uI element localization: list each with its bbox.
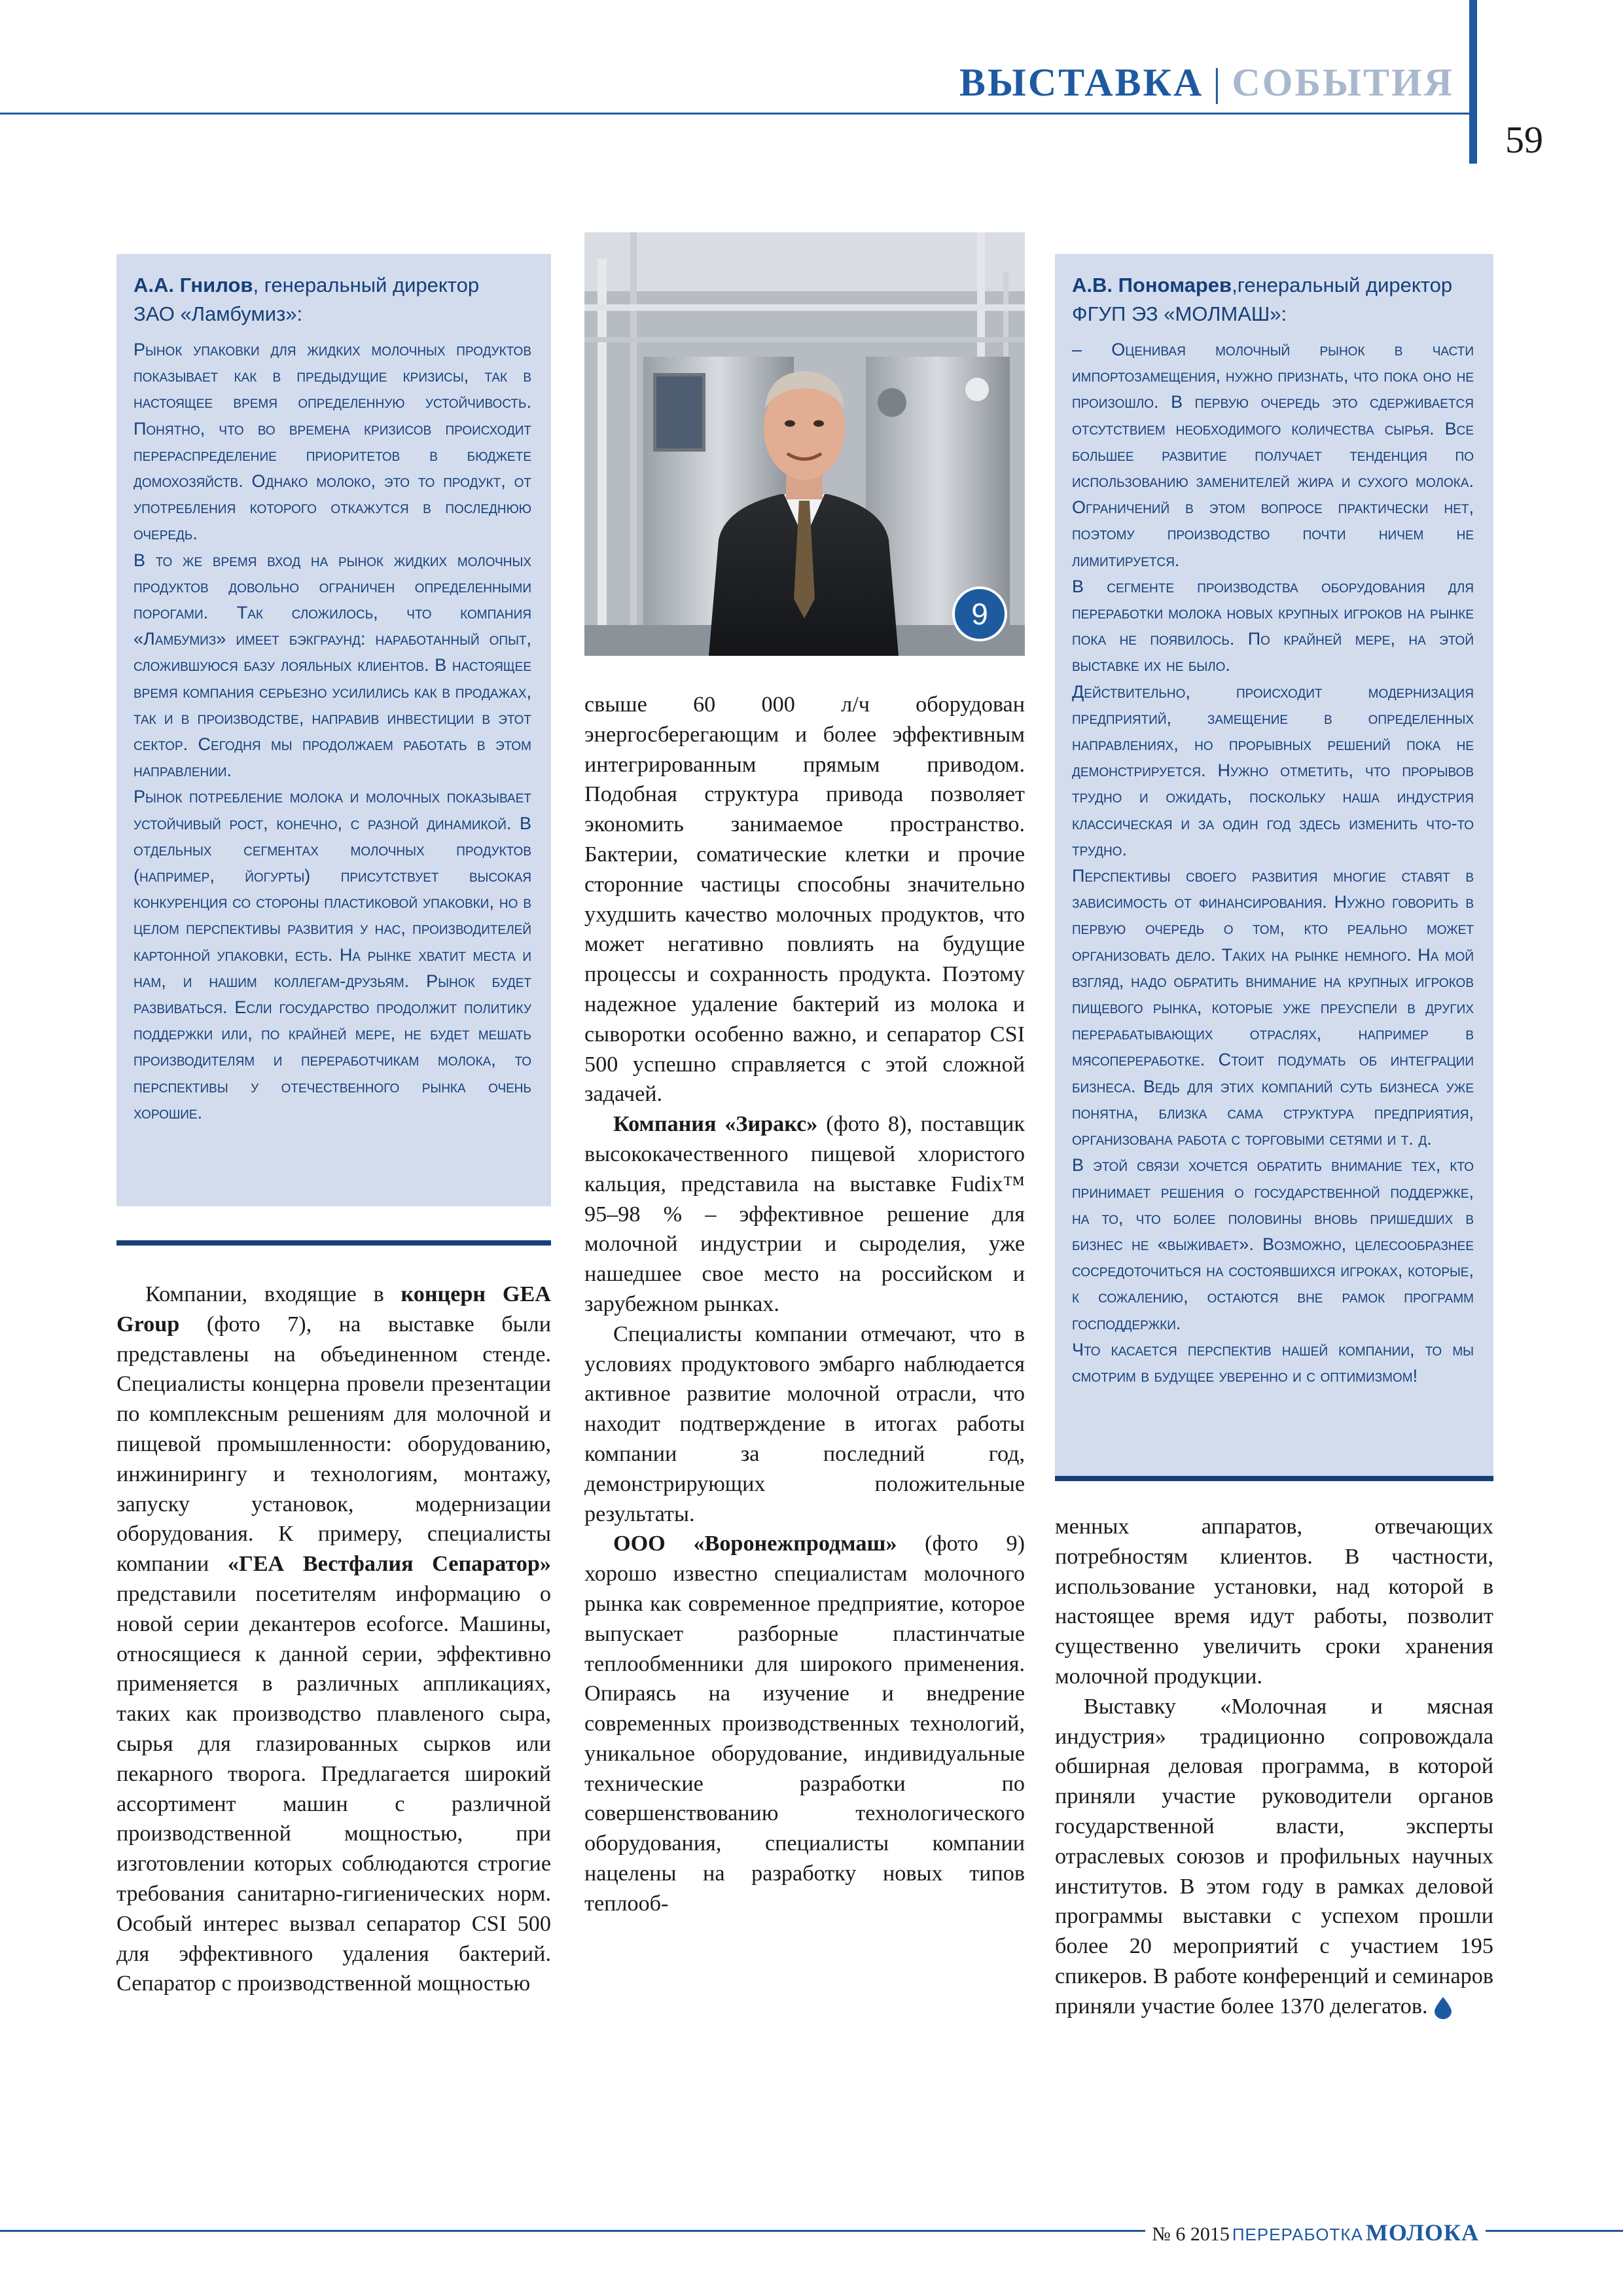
- page-number: 59: [1505, 118, 1543, 161]
- footer-masthead: [1145, 2219, 1486, 2246]
- text-run: (фото 9) хорошо известно специалистам молочного рынка как современное предприятие, которое выпускает разборные пластинчатые теплообменники для широкого применения. Опираясь на изучение и внедрение современных производственных технологий, уникальное оборудование, индивидуальные технические разработки по совершенствованию технологического оборудования, специалисты компании нацелены на разработку новых типов теплооб-: [584, 1532, 1025, 1916]
- article-column-left: [116, 1280, 551, 1999]
- company-name: концерн GEA Group: [116, 1282, 551, 1336]
- text-run: (фото 7), на выставке были представлены на объединенном стенде. Специалисты концерна провели презентации по комплексным решениям для молочной и пищевой промышленности: оборудованию, инжинирингу и технологиям, монтажу, запуску установок, модернизации оборудования. К примеру, специалисты компании: [116, 1312, 551, 1577]
- body-paragraph: [1055, 1692, 1493, 2022]
- body-paragraph: [584, 1109, 1025, 1319]
- article-column-right: [1055, 1512, 1493, 2022]
- section-separator: |: [1213, 61, 1223, 104]
- section-header: [959, 60, 1454, 105]
- author-name: А.А. Гнилов: [134, 274, 253, 296]
- photo-portrait: [584, 232, 1025, 656]
- magazine-name-small: ПЕРЕРАБОТКА: [1232, 2225, 1363, 2244]
- text-run: (фото 8), поставщик высококачественного пищевой хлористого кальция, представила на выставке Fudix™ 95–98 % – эффективное решение для молочной индустрии и сыроделия, уже нашедшее свое место на российском и зарубежном рынках.: [584, 1112, 1025, 1316]
- photo-illustration: [584, 232, 1025, 656]
- quote-paragraph: – Оценивая молочный рынок в части импортозамещения, нужно признать, что пока оно не произошло. В первую очередь это сдерживается отсутствием необходимого количества сырья. Все большее развитие получает тенденция по использованию заменителей жира и сухого молока. Ограничений в этом вопросе практически нет, поэтому производство почти ничем не лимитируется.: [1072, 340, 1474, 570]
- issue-number: № 6 2015: [1152, 2223, 1230, 2245]
- section-secondary: СОБЫТИЯ: [1232, 61, 1454, 104]
- quote-box-rule: [116, 1240, 551, 1246]
- body-paragraph: [584, 1529, 1025, 1918]
- author-position: , генеральный директор: [253, 274, 480, 296]
- quote-paragraph: Рынок потребление молока и молочных показывает устойчивый рост, конечно, с разной динамикой. В отдельных сегментах молочных продуктов (например, йогурты) присутствует высокая конкуренция со стороны пластиковой упаковки, но в целом перспективы развития у нас, производителей картонной упаковки, есть. На рынке хватит места и нам, и нашим коллегам-друзьям. Рынок будет развиваться. Если государство продолжит политику поддержки или, по крайней мере, не будет мешать производителям и переработчикам молока, то перспективы у отечественного рынка очень хорошие.: [134, 787, 531, 1122]
- quote-paragraph: Перспективы своего развития многие ставят в зависимость от финансирования. Нужно говорить в первую очередь о том, кто реально может организовать дело. Таких на рынке немного. На мой взгляд, надо обратить внимание на крупных игроков пищевого рынка, которые уже преуспели в других перерабатывающих отраслях, например в мясопереработке. Стоит подумать об интеграции бизнеса. Ведь для этих компаний суть бизнеса уже понятна, близка сама структура предприятия, организована работа с торговыми сетями и т. д.: [1072, 866, 1474, 1149]
- quote-box-ponomarev: [1055, 254, 1493, 1481]
- milk-drop-icon: [1435, 1997, 1452, 2019]
- text-run: Компании, входящие в: [145, 1282, 401, 1306]
- quote-paragraph: Что касается перспектив нашей компании, то мы смотрим в будущее уверенно и с оптимизмом!: [1072, 1339, 1474, 1386]
- edge-accent-bar: [1469, 0, 1477, 164]
- author-position: ,генеральный директор: [1232, 274, 1453, 296]
- company-name: «ГЕА Вестфалия Сепаратор»: [227, 1552, 551, 1577]
- author-name: А.В. Пономарев: [1072, 274, 1232, 296]
- quote-box-gnilov: [116, 254, 551, 1206]
- quote-paragraph: В то же время вход на рынок жидких молочных продуктов довольно ограничен определенными порогами. Так сложилось, что компания «Ламбумиз» имеет бэкграунд: наработанный опыт, сложившуюся базу лояльных клиентов. В настоящее время компания серьезно усилились как в продажах, так и в производстве, направив инвестиции в этот сектор. Сегодня мы продолжаем работать в этом направлении.: [134, 550, 531, 781]
- photo-number-badge: 9: [952, 586, 1007, 641]
- body-paragraph: Специалисты компании отмечают, что в условиях продуктового эмбарго наблюдается активное развитие молочной отрасли, что находит подтверждение в итогах работы компании за последний год, демонстрирующих положительные результаты.: [584, 1321, 1025, 1526]
- quote-paragraph: Рынок упаковки для жидких молочных продуктов показывает как в предыдущие кризисы, так в настоящее время определенную устойчивость. Понятно, что во времена кризисов происходит перераспределение приоритетов в бюджете домохозяйств. Однако молоко, это то продукт, от употребления которого откажутся в последнюю очередь.: [134, 340, 531, 544]
- quote-author: [1072, 271, 1474, 300]
- quote-paragraph: В сегменте производства оборудования для переработки молока новых крупных игроков на рынке пока не появилось. По крайней мере, на этой выставке их не было.: [1072, 576, 1474, 675]
- quote-box-rule: [1055, 1476, 1493, 1481]
- article-column-middle: [584, 690, 1025, 1919]
- quote-paragraph: В этой связи хочется обратить внимание тех, кто принимает решения о государственной поддержке, на то, что более половины вновь пришедших в бизнес не «выживает». Возможно, целесообразнее сосредоточиться на состоявшихся игроках, которые, к сожалению, остаются вне рамок программ господдержки.: [1072, 1155, 1474, 1333]
- body-paragraph: свыше 60 000 л/ч оборудован энергосберегающим и более эффективным интегрированным прямым приводом. Подобная структура привода позволяет экономить занимаемое пространство. Бактерии, соматические клетки и прочие сторонние частицы способны значительно ухудшить качество молочных продуктов, что может негативно повлиять на будущие процессы и сохранность продукта. Поэтому надежное удаление бактерий из молока и сыворотки особенно важно, и сепаратор CSI 500 успешно справляется с этой сложной задачей.: [584, 692, 1025, 1107]
- company-name: ООО «Воронежпродмаш»: [613, 1532, 897, 1556]
- quote-text: [1072, 336, 1474, 1389]
- section-primary: ВЫСТАВКА: [959, 61, 1204, 104]
- company-name: Компания «Зиракс»: [613, 1112, 818, 1137]
- body-paragraph: менных аппаратов, отвечающих потребностям клиентов. В частности, использование установки, над которой в настоящее время идут работы, позволит существенно увеличить сроки хранения молочной продукции.: [1055, 1515, 1493, 1689]
- quote-author: [134, 271, 531, 300]
- text-run: Выставку «Молочная и мясная индустрия» традиционно сопровождала обширная деловая программа, в которой приняли участие руководители органов государственной власти, эксперты отраслевых союзов и профильных научных институтов. В этом году в рамках деловой программы выставки с успехом прошли более 20 мероприятий с участием 195 спикеров. В работе конференций и семинаров приняли участие более 1370 делегатов.: [1055, 1694, 1493, 2018]
- author-company: ЗАО «Ламбумиз»:: [134, 302, 303, 325]
- quote-text: [134, 336, 531, 1126]
- author-company: ФГУП ЭЗ «МОЛМАШ»:: [1072, 302, 1287, 325]
- body-paragraph: [116, 1280, 551, 1999]
- header-rule: [0, 113, 1469, 115]
- text-run: представили посетителям информацию о новой серии декантеров ecoforce. Машины, относящиеся к данной серии, эффективно применяется в различных аппликациях, таких как производство плавленого сыра, сырья для глазированных сырков или пекарного творога. Предлагается широкий ассортимент машин с различной производственной мощностью, при изготовлении которых соблюдаются строгие требования санитарно-гигиенических норм. Особый интерес вызвал сепаратор CSI 500 для эффективного удаления бактерий. Сепаратор с производственной мощностью: [116, 1581, 551, 1996]
- magazine-name-large: МОЛОКА: [1365, 2219, 1479, 2246]
- quote-paragraph: Действительно, происходит модернизация предприятий, замещение в определенных направлениях, но прорывных решений пока не демонстрируется. Нужно отметить, что прорывов трудно и ожидать, поскольку наша индустрия классическая и за один год здесь изменить что-то трудно.: [1072, 681, 1474, 859]
